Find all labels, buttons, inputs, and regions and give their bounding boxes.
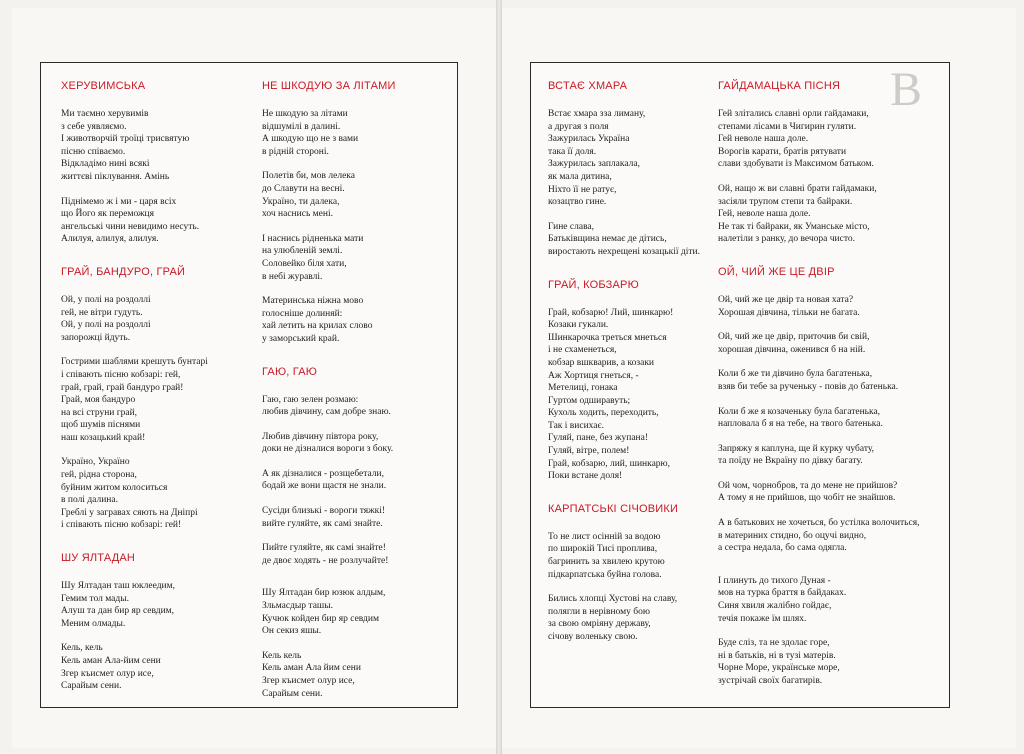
song-title: ГРАЙ, КОБЗАРЮ [548, 278, 639, 291]
lyric-line: вийте гуляйте, як самі знайте. [262, 518, 383, 529]
lyric-line: А шкодую що не з вами [262, 134, 359, 145]
lyric-line: хорошая дівчина, оженився б на ній. [718, 344, 866, 355]
lyric-line: у заморський край. [262, 333, 340, 344]
lyric-line: полягли в нерівному бою [548, 606, 650, 617]
lyric-line: засіяли трупом степи та байраки. [718, 196, 853, 207]
stanza [718, 637, 943, 687]
stanza [262, 394, 447, 419]
lyric-line: Грай, моя бандуро [61, 395, 136, 406]
lyric-line: з себе уявляємо. [61, 121, 127, 132]
lyric-line: Кель кель [262, 650, 302, 661]
lyric-line: Кухоль ходить, переходить, [548, 408, 659, 419]
lyric-line: Ми таємно херувимів [61, 109, 149, 119]
stanza [262, 431, 447, 456]
stanza [61, 456, 246, 532]
lyric-line: Україно, ти далека, [262, 196, 340, 207]
lyric-line: взяв би тебе за рученьку - повів до батенька. [718, 381, 899, 392]
lyric-line: Кучюк койден бир яр севдим [262, 613, 379, 624]
song [61, 80, 246, 246]
lyric-line: Материнська ніжна мово [262, 296, 364, 307]
lyric-line: Встає хмара зза лиману, [548, 109, 646, 119]
right-column-1 [548, 80, 718, 664]
lyric-line: Зажурилась заплакала, [548, 159, 640, 170]
lyric-line: до Славути на весні. [262, 183, 345, 194]
lyric-line: Ой чом, чорнобров, та до мене не прийшов? [718, 480, 898, 491]
song [61, 552, 246, 693]
stanza [262, 170, 447, 220]
lyric-line: козацтво гине. [548, 197, 607, 208]
song [718, 575, 943, 688]
lyric-line: де двоє ходять - не розлучайте! [262, 555, 389, 566]
lyric-line: Козаки гукали. [548, 320, 609, 331]
lyric-line: Алилуя, алилуя, алилуя. [61, 234, 159, 245]
lyric-line: Сарайым сени. [262, 688, 323, 699]
song-title: ГРАЙ, БАНДУРО, ГРАЙ [61, 265, 186, 278]
drop-cap: В [890, 63, 923, 116]
lyric-line: Ніхто її не ратує, [548, 184, 617, 195]
stanza [718, 575, 943, 625]
lyric-line: Ой, чий же це двір та новая хата? [718, 294, 854, 305]
lyric-line: Соловейко біля хати, [262, 258, 347, 269]
lyric-line: відшумілі в далині. [262, 121, 341, 132]
stanza [262, 233, 447, 283]
lyric-line: кобзар вшкварив, а козаки [548, 357, 655, 368]
lyric-line: за свою омріяну державу, [548, 619, 651, 630]
lyric-line: Україно, Україно [61, 457, 130, 468]
lyric-line: Зажурилась Україна [548, 134, 630, 145]
lyric-line: хоч наснись мені. [262, 209, 333, 220]
stanza [718, 331, 943, 356]
lyric-line: запорожці йдуть. [61, 332, 131, 343]
lyric-line: Грай, кобзарю, лий, шинкарю, [548, 458, 671, 469]
song [548, 503, 718, 644]
lyric-line: Запряжу я каплуна, ще й курку чубату, [718, 443, 875, 454]
lyric-line: слави здобувати із Максимом батьком. [718, 159, 874, 170]
stanza [262, 650, 447, 700]
lyric-line: налетіли з ранку, до вечора чисто. [718, 234, 856, 245]
lyric-line: Любив дівчину півтора року, [262, 431, 379, 442]
lyric-line: І наснись рідненька мати [262, 233, 364, 244]
lyric-line: Кель аман Ала йим сени [262, 663, 361, 674]
lyric-line: А в батькових не хочеться, бо устілка волочиться, [718, 518, 920, 529]
lyric-line: в рідній стороні. [262, 146, 329, 157]
lyric-line: ні в батьків, ні в тузі матерів. [718, 650, 836, 661]
lyric-line: по широкій Тисі проплива, [548, 544, 658, 555]
lyric-line: І животворчій троїці трисвятую [61, 134, 190, 145]
lyric-line: підкарпатська буйна голова. [548, 569, 662, 580]
song [718, 266, 943, 555]
stanza [61, 196, 246, 246]
lyric-line: Кель аман Ала-йим сени [61, 656, 161, 666]
song [548, 80, 718, 259]
stanza [548, 108, 718, 209]
lyric-line: в небі журавлі. [262, 271, 323, 282]
lyric-line: Метелиці, гонака [548, 383, 618, 394]
song-title: ГАЮ, ГАЮ [262, 365, 318, 378]
lyric-line: Зльмасдыр ташы. [262, 601, 333, 612]
lyric-line: Меним олмады. [61, 618, 126, 629]
page-fold [496, 0, 502, 754]
lyric-line: пісню співаємо. [61, 146, 126, 157]
stanza [262, 295, 447, 345]
lyric-line: ангельські чини невидимо несуть. [61, 221, 200, 232]
stanza [718, 294, 943, 319]
lyric-line: Гуляй, вітре, полем! [548, 446, 630, 457]
lyric-line: Синя хвиля жалібно гойдає, [718, 601, 832, 612]
lyric-line: Полетів би, мов лелека [262, 171, 355, 182]
lyric-line: Пийте гуляйте, як самі знайте! [262, 543, 386, 554]
lyric-line: доки не дізналися вороги з боку. [262, 444, 394, 455]
lyric-line: степами лісами в Чигирин гуляти. [718, 121, 857, 132]
stanza [548, 221, 718, 259]
lyric-line: Он секиз яшы. [262, 626, 322, 637]
lyric-line: та поїду не Вкраїну по дівку багату. [718, 456, 863, 467]
lyric-line: і не схаменеться, [548, 345, 617, 356]
lyric-line: Шу Ялтадан таш юклеедим, [61, 581, 176, 592]
lyric-line: Гемим тол мады. [61, 593, 129, 604]
stanza [718, 517, 943, 555]
song-title: ШУ ЯЛТАДАН [61, 552, 136, 565]
lyric-line: Згер къисмет олур исе, [61, 668, 154, 679]
lyric-line: Згер къисмет олур исе, [262, 676, 355, 686]
lyric-line: То не лист осінній за водою [548, 531, 661, 542]
lyric-line: і співають пісню кобзарі: гей! [61, 520, 182, 531]
stanza [61, 580, 246, 630]
lyric-line: Гей неволе наша доле. [718, 134, 809, 145]
lyric-line: Шу Ялтадан бир юзюк алдым, [262, 588, 386, 599]
lyric-line: Не шкодую за літами [262, 109, 348, 119]
stanza [262, 505, 447, 530]
lyric-line: любив дівчину, сам добре знаю. [262, 407, 391, 418]
lyric-line: гей, рідна сторона, [61, 470, 137, 481]
lyric-line: така її доля. [548, 146, 597, 157]
song [548, 279, 718, 483]
stanza [61, 356, 246, 444]
stanza [718, 480, 943, 505]
stanza [548, 307, 718, 483]
lyric-line: Гострими шаблями крешуть бунтарі [61, 357, 208, 368]
stanza [718, 406, 943, 431]
lyric-line: Коли б же я козаченьку була багатенька, [718, 406, 881, 417]
lyric-line: Гуляй, пане, без жупана! [548, 433, 649, 444]
lyric-line: Алуш та дан бир яр севдим, [61, 606, 175, 617]
lyric-line: Грай, кобзарю! Лий, шинкарю! [548, 307, 674, 318]
stanza [61, 108, 246, 184]
lyric-line: Так і висихає. [548, 420, 604, 431]
lyric-line: і співають пісню кобзарі: гей, [61, 369, 181, 380]
lyric-line: в материних стидно, бо оцучі видно, [718, 530, 867, 541]
lyric-line: Ой, у полі на роздоллі [61, 294, 151, 305]
lyric-line: голосніше долиняй: [262, 308, 343, 319]
lyric-line: бодай же вони щастя не знали. [262, 481, 387, 492]
lyric-line: Гей злітались славні орли гайдамаки, [718, 109, 869, 119]
stanza [61, 294, 246, 344]
lyric-line: Буде сліз, та не здолає горе, [718, 638, 830, 649]
lyric-line: Поки встане доля! [548, 471, 623, 482]
song-title: ХЕРУВИМСЬКА [61, 80, 146, 92]
lyric-line: Ворогів карати, братів рятувати [718, 146, 847, 157]
lyric-line: Бились хлопці Хустові на славу, [548, 594, 678, 605]
song [262, 366, 447, 568]
right-column-2 [718, 80, 943, 708]
stanza [262, 108, 447, 158]
stanza [262, 587, 447, 637]
lyric-line: Чорне Море, українське море, [718, 663, 840, 674]
lyric-line: грай, грай, грай бандуро грай! [61, 382, 184, 393]
stanza [718, 368, 943, 393]
lyric-line: Гей, неволе наша доле. [718, 209, 811, 220]
lyric-line: Батьківщина немає де дітись, [548, 234, 667, 245]
lyric-line: буйним житом колоситься [61, 482, 168, 493]
stanza [61, 642, 246, 692]
stanza [718, 443, 943, 468]
song [61, 266, 246, 532]
lyric-line: на всі струни грай, [61, 407, 138, 418]
lyric-line: а другая з поля [548, 121, 609, 132]
lyric-line: Сусіди близькі - вороги тяжкі! [262, 506, 386, 517]
song [262, 587, 447, 700]
lyric-line: Кель, кель [61, 643, 103, 654]
left-column-1 [61, 80, 246, 713]
lyric-line: Піднімемо ж і ми - царя всіх [61, 196, 177, 207]
lyric-line: Шинкарочка треться мнеться [548, 332, 667, 343]
song-title: НЕ ШКОДУЮ ЗА ЛІТАМИ [262, 80, 396, 92]
lyric-line: що Його як переможця [61, 209, 155, 220]
lyric-line: Відкладімо нині всякі [61, 159, 150, 170]
song-title: ОЙ, ЧИЙ ЖЕ ЦЕ ДВІР [718, 265, 835, 278]
lyric-line: в полі далина. [61, 495, 118, 506]
song-title: КАРПАТСЬКІ СІЧОВИКИ [548, 502, 679, 515]
lyric-line: А як дізналися - розщебетали, [262, 468, 385, 479]
stanza [718, 108, 943, 171]
lyric-line: Сарайым сени. [61, 681, 122, 692]
lyric-line: на улюбленій землі. [262, 246, 343, 257]
lyric-line: напловала б я на тебе, на твого батенька. [718, 419, 883, 430]
stanza [548, 531, 718, 581]
lyric-line: Греблі у загравах сяють на Дніпрі [61, 507, 198, 518]
lyric-line: Коли б же ти дівчино була багатенька, [718, 369, 873, 380]
lyric-line: А тому я не прийшов, що чобіт не знайшов. [718, 493, 896, 504]
song [718, 80, 943, 246]
lyric-line: наш козацький край! [61, 432, 146, 443]
lyric-line: багринить за хвилею крутою [548, 557, 665, 568]
lyric-line: щоб шумів піснями [61, 420, 141, 431]
lyric-line: Гуртом одширавуть; [548, 395, 631, 406]
lyric-line: Хорошая дівчина, тільки не багата. [718, 307, 860, 318]
lyric-line: течія покаже їм шлях. [718, 613, 807, 624]
stanza [262, 542, 447, 567]
lyric-line: Гаю, гаю зелен розмаю: [262, 394, 359, 405]
left-column-2 [262, 80, 447, 720]
lyric-line: гей, не вітри гудуть. [61, 307, 143, 318]
lyric-line: Гине слава, [548, 221, 595, 232]
stanza [262, 468, 447, 493]
lyric-line: а сестра недала, бо сама одягла. [718, 543, 847, 554]
song [262, 80, 447, 346]
song-title: ГАЙДАМАЦЬКА ПІСНЯ [718, 80, 841, 92]
lyric-line: мов на турка браття в байдаках. [718, 588, 847, 599]
lyric-line: Не так ті байраки, як Уманське місто, [718, 221, 870, 232]
lyric-line: Ой, у полі на роздоллі [61, 320, 151, 331]
lyric-line: Ой, чий же це двір, приточив би свій, [718, 332, 870, 343]
lyric-line: січову воленьку свою. [548, 632, 638, 642]
lyric-line: виростають нехрещені козацькії діти. [548, 246, 700, 257]
lyric-line: Аж Хортиця гнеться, - [548, 370, 639, 381]
lyric-line: Ой, нащо ж ви славні брати гайдамаки, [718, 183, 877, 194]
lyric-line: хай летить на крилах слово [262, 321, 373, 332]
lyric-line: І плинуть до тихого Дуная - [718, 575, 831, 586]
lyric-line: як мала дитина, [548, 171, 612, 182]
song-title: ВСТАЄ ХМАРА [548, 80, 628, 92]
stanza [548, 593, 718, 643]
lyric-line: життєві піклування. Амінь [61, 171, 170, 182]
lyric-line: зустрічай своїх багатирів. [718, 676, 823, 686]
stanza [718, 183, 943, 246]
